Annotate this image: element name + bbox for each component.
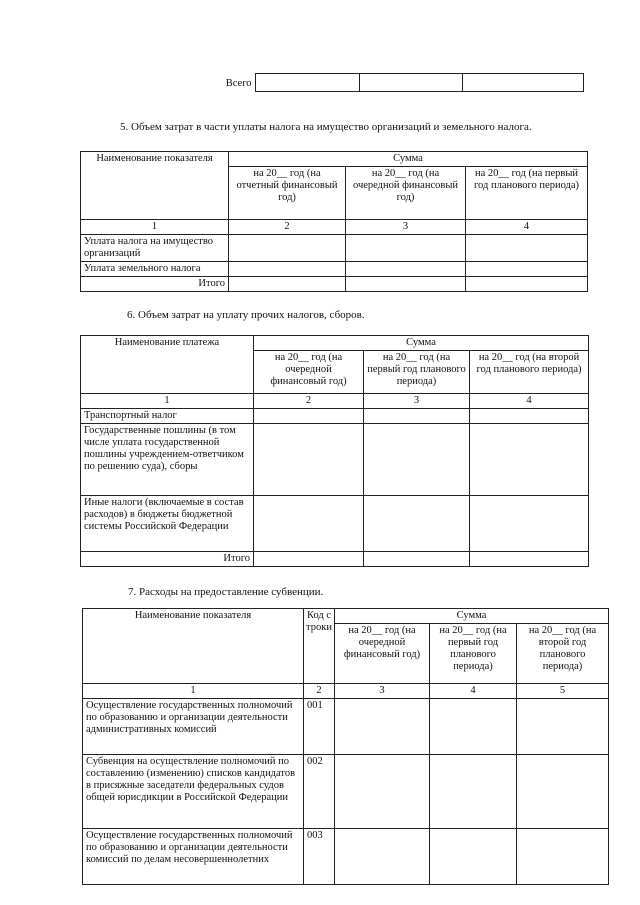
header-sum: Сумма bbox=[254, 336, 589, 351]
value-cell bbox=[335, 755, 430, 829]
header-period: на 20__ год (на первый год планового периода) bbox=[430, 624, 517, 684]
header-period: на 20__ год (на очередной финансовый год) bbox=[335, 624, 430, 684]
value-cell bbox=[229, 235, 346, 262]
total-row-table bbox=[100, 73, 584, 92]
value-cell bbox=[470, 424, 589, 496]
section-6-title: 6. Объем затрат на уплату прочих налогов, сборов. bbox=[127, 309, 365, 321]
row-label: Уплата налога на имущество организаций bbox=[81, 235, 229, 262]
header-period: на 20__ год (на очередной финансовый год) bbox=[254, 351, 364, 394]
row-code: 001 bbox=[304, 699, 335, 755]
section-6-table bbox=[80, 335, 589, 567]
value-cell bbox=[364, 424, 470, 496]
header-period: на 20__ год (на первый год планового периода) bbox=[364, 351, 470, 394]
value-cell bbox=[254, 409, 364, 424]
total-cell bbox=[359, 74, 462, 92]
value-cell bbox=[517, 699, 609, 755]
value-cell bbox=[254, 552, 364, 567]
row-code: 003 bbox=[304, 829, 335, 885]
value-cell bbox=[430, 829, 517, 885]
value-cell bbox=[466, 277, 588, 292]
column-number: 4 bbox=[470, 394, 589, 409]
value-cell bbox=[254, 424, 364, 496]
row-label: Иные налоги (включаемые в состав расходов) в бюджеты бюджетной системы Российской Федерации bbox=[81, 496, 254, 552]
column-number: 3 bbox=[364, 394, 470, 409]
row-label: Государственные пошлины (в том числе уплата государственной пошлины учреждением-ответчиком по решению суда), сборы bbox=[81, 424, 254, 496]
column-number: 4 bbox=[430, 684, 517, 699]
row-code: 002 bbox=[304, 755, 335, 829]
total-label: Всего bbox=[225, 77, 252, 89]
row-label: Осуществление государственных полномочий по образованию и организации деятельности административных комиссий bbox=[83, 699, 304, 755]
column-number: 1 bbox=[81, 220, 229, 235]
header-sum: Сумма bbox=[335, 609, 609, 624]
value-cell bbox=[254, 496, 364, 552]
value-cell bbox=[470, 409, 589, 424]
header-period: на 20__ год (на первый год планового периода) bbox=[466, 167, 588, 220]
section-5-title: 5. Объем затрат в части уплаты налога на имущество организаций и земельного налога. bbox=[120, 121, 532, 133]
row-label: Уплата земельного налога bbox=[81, 262, 229, 277]
value-cell bbox=[346, 235, 466, 262]
column-number: 4 bbox=[466, 220, 588, 235]
value-cell bbox=[466, 262, 588, 277]
value-cell bbox=[229, 277, 346, 292]
header-name: Наименование показателя bbox=[83, 609, 304, 684]
column-number: 2 bbox=[254, 394, 364, 409]
value-cell bbox=[430, 755, 517, 829]
header-period: на 20__ год (на отчетный финансовый год) bbox=[229, 167, 346, 220]
value-cell bbox=[364, 552, 470, 567]
value-cell bbox=[335, 829, 430, 885]
value-cell bbox=[346, 262, 466, 277]
column-number: 3 bbox=[346, 220, 466, 235]
column-number: 3 bbox=[335, 684, 430, 699]
header-sum: Сумма bbox=[229, 152, 588, 167]
total-label: Итого bbox=[81, 552, 254, 567]
total-label: Итого bbox=[81, 277, 229, 292]
section-5-table bbox=[80, 151, 588, 292]
column-number: 2 bbox=[229, 220, 346, 235]
column-number: 2 bbox=[304, 684, 335, 699]
header-period: на 20__ год (на очередной финансовый год) bbox=[346, 167, 466, 220]
header-code: Код строки bbox=[304, 609, 335, 684]
column-number: 1 bbox=[83, 684, 304, 699]
row-label: Субвенция на осуществление полномочий по составлению (изменению) списков кандидатов в присяжные заседатели федеральных судов общей юрисдикции в Российской Федерации bbox=[83, 755, 304, 829]
header-name: Наименование показателя bbox=[81, 152, 229, 220]
value-cell bbox=[364, 496, 470, 552]
row-label: Транспортный налог bbox=[81, 409, 254, 424]
total-cell bbox=[462, 74, 583, 92]
total-cell bbox=[255, 74, 359, 92]
value-cell bbox=[430, 699, 517, 755]
value-cell bbox=[229, 262, 346, 277]
value-cell bbox=[466, 235, 588, 262]
section-7-table bbox=[82, 608, 609, 885]
header-period: на 20__ год (на второй год планового периода) bbox=[517, 624, 609, 684]
value-cell bbox=[335, 699, 430, 755]
header-period: на 20__ год (на второй год планового периода) bbox=[470, 351, 589, 394]
header-name: Наименование платежа bbox=[81, 336, 254, 394]
value-cell bbox=[470, 496, 589, 552]
column-number: 1 bbox=[81, 394, 254, 409]
value-cell bbox=[364, 409, 470, 424]
section-7-title: 7. Расходы на предоставление субвенции. bbox=[128, 586, 324, 598]
column-number: 5 bbox=[517, 684, 609, 699]
value-cell bbox=[346, 277, 466, 292]
value-cell bbox=[517, 829, 609, 885]
value-cell bbox=[470, 552, 589, 567]
row-label: Осуществление государственных полномочий по образованию и организации деятельности комиссий по делам несовершеннолетних bbox=[83, 829, 304, 885]
value-cell bbox=[517, 755, 609, 829]
